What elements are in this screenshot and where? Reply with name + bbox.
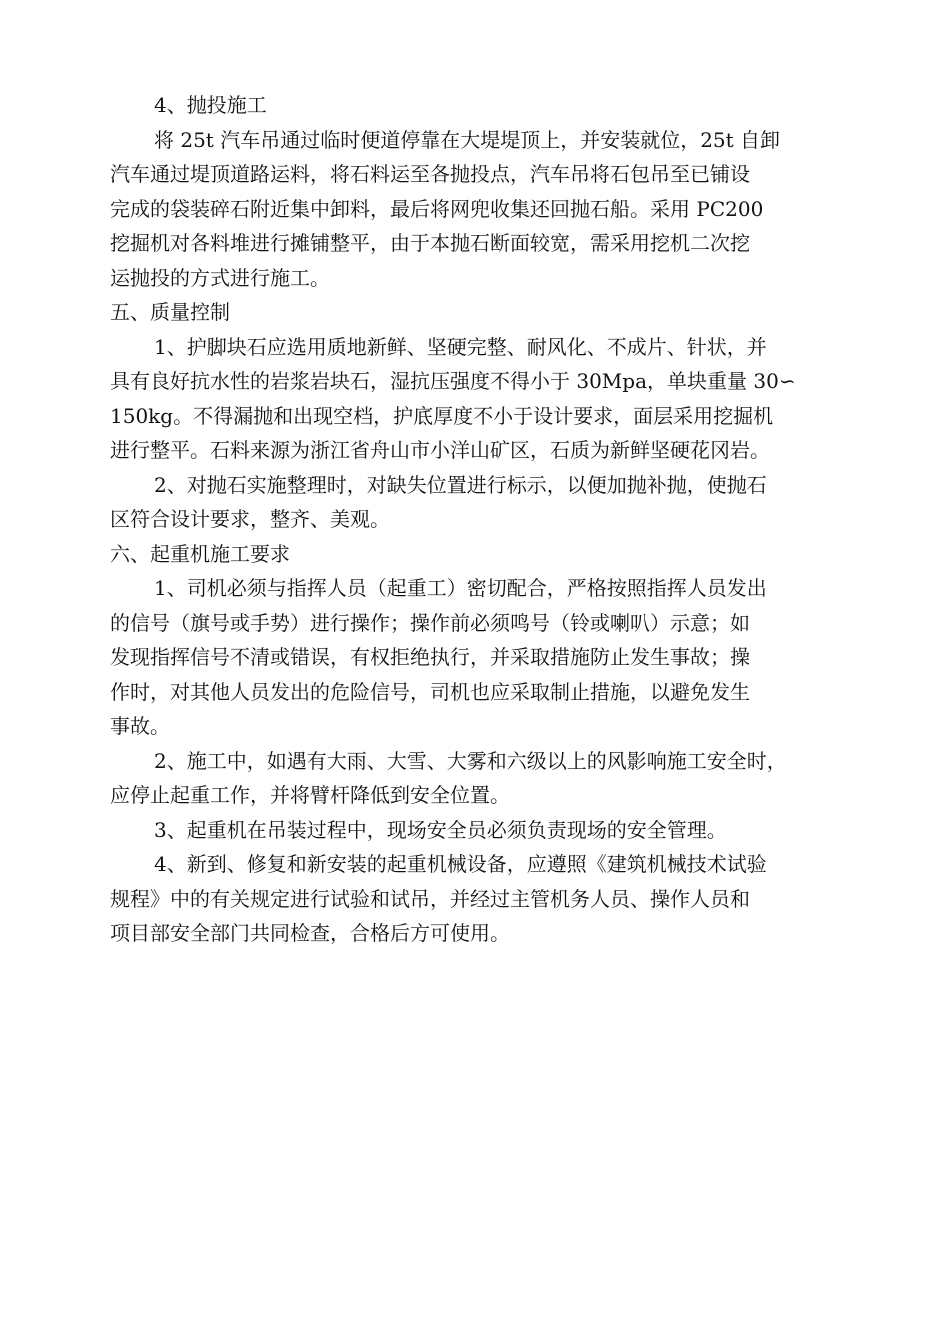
paragraph-crane-2: 2、施工中，如遇有大雨、大雪、大雾和六级以上的风影响施工安全时， 应停止起重工作，并将臂杆降低到安全位置。 [110,748,787,807]
heading-quality-control: 五、质量控制 [110,300,230,324]
paragraph-crane-3: 3、起重机在吊装过程中，现场安全员必须负责现场的安全管理。 [154,817,727,842]
paragraph-quality-1: 1、护脚块石应选用质地新鲜、坚硬完整、耐风化、不成片、针状，并 具有良好抗水性的岩浆岩块石，湿抗压强度不得小于 30Mpa，单块重量 30∽ 150kg。不得漏抛和出现空档，护底厚度不小于设计要求，面层采用挖掘机 进行整平。石料来源为浙江省舟山市小洋山矿区，石质为新鲜坚硬花冈岩。 [110,334,796,462]
subheading-throwing-construction: 4、抛投施工 [154,93,267,117]
paragraph-crane-1: 1、司机必须与指挥人员（起重工）密切配合，严格按照指挥人员发出 的信号（旗号或手势）进行操作；操作前必须鸣号（铃或喇叭）示意；如 发现指挥信号不清或错误，有权拒绝执行，并采取措施防止发生事故；操 作时，对其他人员发出的危险信号，司机也应采取制止措施，以避免发生 事故。 [110,576,767,738]
paragraph-throwing-method: 将 25t 汽车吊通过临时便道停靠在大堤堤顶上，并安装就位，25t 自卸 汽车通过堤顶道路运料，将石料运至各抛投点，汽车吊将石包吊至已铺设 完成的袋装碎石附近集中卸料，最后将网兜收集还回抛石船。采用 PC200 挖掘机对各料堆进行摊铺整平，由于本抛石断面较宽，需采用挖机二次挖 运抛投的方式进行施工。 [110,127,781,290]
paragraph-quality-2: 2、对抛石实施整理时，对缺失位置进行标示，以便加抛补抛，使抛石 区符合设计要求，整齐、美观。 [110,472,767,531]
heading-crane-requirements: 六、起重机施工要求 [110,541,290,566]
paragraph-crane-4: 4、新到、修复和新安装的起重机械设备，应遵照《建筑机械技术试验 规程》中的有关规定进行试验和试吊，并经过主管机务人员、操作人员和 项目部安全部门共同检查，合格后方可使用。 [110,852,767,945]
